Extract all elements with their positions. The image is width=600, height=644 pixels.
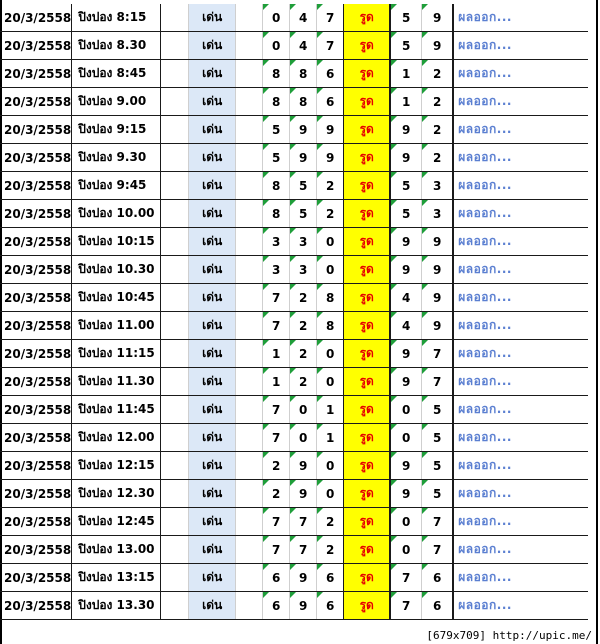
empty-cell[interactable] (236, 32, 263, 60)
digit-cell[interactable]: 7 (263, 396, 290, 424)
date-cell[interactable]: 20/3/2558 (0, 32, 72, 60)
tail-digit-cell[interactable]: 5 (422, 424, 454, 452)
time-cell[interactable]: ปิงปอง 13.30 (72, 592, 161, 620)
play-cell[interactable]: เด่น (189, 144, 236, 172)
hole-cell[interactable]: รูด (344, 480, 391, 508)
play-cell[interactable]: เด่น (189, 312, 236, 340)
play-cell[interactable]: เด่น (189, 88, 236, 116)
hole-cell[interactable]: รูด (344, 396, 391, 424)
empty-cell[interactable] (236, 564, 263, 592)
play-cell[interactable]: เด่น (189, 116, 236, 144)
result-cell[interactable]: ผลออก... (453, 200, 588, 228)
hole-cell[interactable]: รูด (344, 60, 391, 88)
tail-digit-cell[interactable]: 7 (422, 536, 454, 564)
digit-cell[interactable]: 6 (317, 88, 344, 116)
empty-cell[interactable] (236, 200, 263, 228)
tail-digit-cell[interactable]: 7 (390, 564, 422, 592)
empty-cell[interactable] (236, 4, 263, 32)
table-row (0, 200, 588, 228)
table-row (0, 4, 588, 32)
table-row (0, 144, 588, 172)
play-cell[interactable]: เด่น (189, 256, 236, 284)
tail-digit-cell[interactable]: 5 (422, 452, 454, 480)
digit-cell[interactable]: 3 (263, 256, 290, 284)
time-cell[interactable]: ปิงปอง 10:15 (72, 228, 161, 256)
time-cell[interactable]: ปิงปอง 9.30 (72, 144, 161, 172)
digit-cell[interactable]: 9 (290, 452, 317, 480)
digit-cell[interactable]: 1 (317, 424, 344, 452)
digit-cell[interactable]: 2 (290, 368, 317, 396)
table-row (0, 592, 588, 620)
watermark-text: [679x709] http://upic.me/ (426, 629, 592, 642)
empty-cell[interactable] (236, 452, 263, 480)
tail-digit-cell[interactable]: 7 (422, 508, 454, 536)
digit-cell[interactable]: 7 (263, 424, 290, 452)
empty-cell[interactable] (161, 4, 189, 32)
time-cell[interactable]: ปิงปอง 11:45 (72, 396, 161, 424)
empty-cell[interactable] (161, 508, 189, 536)
table-body (0, 4, 588, 620)
date-cell[interactable]: 20/3/2558 (0, 424, 72, 452)
date-cell[interactable]: 20/3/2558 (0, 312, 72, 340)
digit-cell[interactable]: 2 (263, 452, 290, 480)
time-cell[interactable]: ปิงปอง 8:45 (72, 60, 161, 88)
empty-cell[interactable] (236, 424, 263, 452)
play-cell[interactable]: เด่น (189, 340, 236, 368)
tail-digit-cell[interactable]: 0 (390, 396, 422, 424)
time-cell[interactable]: ปิงปอง 10.00 (72, 200, 161, 228)
play-cell[interactable]: เด่น (189, 396, 236, 424)
digit-cell[interactable]: 2 (317, 508, 344, 536)
digit-cell[interactable]: 6 (263, 564, 290, 592)
date-cell[interactable]: 20/3/2558 (0, 200, 72, 228)
result-cell[interactable]: ผลออก... (453, 144, 588, 172)
digit-cell[interactable]: 9 (290, 116, 317, 144)
digit-cell[interactable]: 6 (263, 592, 290, 620)
date-cell[interactable]: 20/3/2558 (0, 256, 72, 284)
hole-cell[interactable]: รูด (344, 228, 391, 256)
tail-digit-cell[interactable]: 9 (422, 228, 454, 256)
tail-digit-cell[interactable]: 5 (390, 32, 422, 60)
table-row (0, 368, 588, 396)
hole-cell[interactable]: รูด (344, 88, 391, 116)
time-cell[interactable]: ปิงปอง 9:15 (72, 116, 161, 144)
digit-cell[interactable]: 8 (317, 284, 344, 312)
empty-cell[interactable] (236, 312, 263, 340)
tail-digit-cell[interactable]: 0 (390, 536, 422, 564)
tail-digit-cell[interactable]: 5 (390, 200, 422, 228)
digit-cell[interactable]: 0 (317, 228, 344, 256)
empty-cell[interactable] (161, 88, 189, 116)
time-cell[interactable]: ปิงปอง 10:45 (72, 284, 161, 312)
date-cell[interactable]: 20/3/2558 (0, 536, 72, 564)
digit-cell[interactable]: 9 (290, 564, 317, 592)
digit-cell[interactable]: 7 (290, 508, 317, 536)
result-cell[interactable]: ผลออก... (453, 396, 588, 424)
empty-cell[interactable] (236, 144, 263, 172)
digit-cell[interactable]: 7 (317, 4, 344, 32)
digit-cell[interactable]: 0 (290, 396, 317, 424)
hole-cell[interactable]: รูด (344, 340, 391, 368)
play-cell[interactable]: เด่น (189, 424, 236, 452)
digit-cell[interactable]: 1 (263, 340, 290, 368)
digit-cell[interactable]: 1 (317, 396, 344, 424)
tail-digit-cell[interactable]: 1 (390, 88, 422, 116)
digit-cell[interactable]: 3 (290, 228, 317, 256)
hole-cell[interactable]: รูด (344, 256, 391, 284)
time-cell[interactable]: ปิงปอง 12.30 (72, 480, 161, 508)
tail-digit-cell[interactable]: 9 (390, 452, 422, 480)
tail-digit-cell[interactable]: 3 (422, 200, 454, 228)
empty-cell[interactable] (236, 508, 263, 536)
date-cell[interactable]: 20/3/2558 (0, 116, 72, 144)
digit-cell[interactable]: 0 (317, 340, 344, 368)
digit-cell[interactable]: 7 (263, 508, 290, 536)
table-row (0, 396, 588, 424)
play-cell[interactable]: เด่น (189, 172, 236, 200)
empty-cell[interactable] (236, 116, 263, 144)
digit-cell[interactable]: 5 (263, 144, 290, 172)
hole-cell[interactable]: รูด (344, 116, 391, 144)
table-row (0, 256, 588, 284)
result-cell[interactable]: ผลออก... (453, 424, 588, 452)
result-cell[interactable]: ผลออก... (453, 172, 588, 200)
result-cell[interactable]: ผลออก... (453, 4, 588, 32)
table-row (0, 508, 588, 536)
hole-cell[interactable]: รูด (344, 536, 391, 564)
empty-cell[interactable] (236, 396, 263, 424)
empty-cell[interactable] (236, 256, 263, 284)
digit-cell[interactable]: 2 (290, 340, 317, 368)
tail-digit-cell[interactable]: 0 (390, 508, 422, 536)
tail-digit-cell[interactable]: 2 (422, 144, 454, 172)
empty-cell[interactable] (161, 200, 189, 228)
digit-cell[interactable]: 7 (263, 312, 290, 340)
tail-digit-cell[interactable]: 5 (390, 4, 422, 32)
tail-digit-cell[interactable]: 2 (422, 88, 454, 116)
table-row (0, 480, 588, 508)
tail-digit-cell[interactable]: 7 (422, 368, 454, 396)
date-cell[interactable]: 20/3/2558 (0, 452, 72, 480)
date-cell[interactable]: 20/3/2558 (0, 172, 72, 200)
date-cell[interactable]: 20/3/2558 (0, 228, 72, 256)
empty-cell[interactable] (161, 592, 189, 620)
empty-cell[interactable] (161, 396, 189, 424)
tail-digit-cell[interactable]: 6 (422, 592, 454, 620)
result-cell[interactable]: ผลออก... (453, 368, 588, 396)
empty-cell[interactable] (236, 592, 263, 620)
tail-digit-cell[interactable]: 9 (390, 144, 422, 172)
empty-cell[interactable] (236, 284, 263, 312)
play-cell[interactable]: เด่น (189, 480, 236, 508)
hole-cell[interactable]: รูด (344, 592, 391, 620)
time-cell[interactable]: ปิงปอง 12:45 (72, 508, 161, 536)
tail-digit-cell[interactable]: 3 (422, 172, 454, 200)
tail-digit-cell[interactable]: 5 (422, 396, 454, 424)
empty-cell[interactable] (161, 312, 189, 340)
tail-digit-cell[interactable]: 4 (390, 312, 422, 340)
date-cell[interactable]: 20/3/2558 (0, 368, 72, 396)
result-cell[interactable]: ผลออก... (453, 228, 588, 256)
hole-cell[interactable]: รูด (344, 172, 391, 200)
time-cell[interactable]: ปิงปอง 10.30 (72, 256, 161, 284)
empty-cell[interactable] (236, 368, 263, 396)
empty-cell[interactable] (236, 88, 263, 116)
empty-cell[interactable] (161, 452, 189, 480)
date-cell[interactable]: 20/3/2558 (0, 480, 72, 508)
digit-cell[interactable]: 5 (263, 116, 290, 144)
empty-cell[interactable] (236, 340, 263, 368)
empty-cell[interactable] (161, 144, 189, 172)
time-cell[interactable]: ปิงปอง 12:15 (72, 452, 161, 480)
table-row (0, 32, 588, 60)
hole-cell[interactable]: รูด (344, 312, 391, 340)
digit-cell[interactable]: 7 (263, 284, 290, 312)
tail-digit-cell[interactable]: 7 (390, 592, 422, 620)
play-cell[interactable]: เด่น (189, 536, 236, 564)
empty-cell[interactable] (161, 256, 189, 284)
date-cell[interactable]: 20/3/2558 (0, 340, 72, 368)
empty-cell[interactable] (236, 536, 263, 564)
tail-digit-cell[interactable]: 5 (422, 480, 454, 508)
tail-digit-cell[interactable]: 7 (422, 340, 454, 368)
tail-digit-cell[interactable]: 9 (422, 284, 454, 312)
play-cell[interactable]: เด่น (189, 4, 236, 32)
hole-cell[interactable]: รูด (344, 284, 391, 312)
digit-cell[interactable]: 0 (317, 256, 344, 284)
result-cell[interactable]: ผลออก... (453, 312, 588, 340)
result-cell[interactable]: ผลออก... (453, 564, 588, 592)
tail-digit-cell[interactable]: 5 (390, 172, 422, 200)
empty-cell[interactable] (236, 172, 263, 200)
digit-cell[interactable]: 0 (317, 480, 344, 508)
tail-digit-cell[interactable]: 6 (422, 564, 454, 592)
digit-cell[interactable]: 6 (317, 60, 344, 88)
hole-cell[interactable]: รูด (344, 564, 391, 592)
digit-cell[interactable]: 0 (263, 4, 290, 32)
time-cell[interactable]: ปิงปอง 8:15 (72, 4, 161, 32)
digit-cell[interactable]: 7 (263, 536, 290, 564)
digit-cell[interactable]: 0 (290, 424, 317, 452)
digit-cell[interactable]: 1 (263, 368, 290, 396)
date-cell[interactable]: 20/3/2558 (0, 396, 72, 424)
tail-digit-cell[interactable]: 9 (390, 116, 422, 144)
result-cell[interactable]: ผลออก... (453, 536, 588, 564)
digit-cell[interactable]: 8 (290, 60, 317, 88)
digit-cell[interactable]: 0 (317, 452, 344, 480)
result-cell[interactable]: ผลออก... (453, 256, 588, 284)
table-row (0, 340, 588, 368)
play-cell[interactable]: เด่น (189, 368, 236, 396)
empty-cell[interactable] (236, 60, 263, 88)
result-cell[interactable]: ผลออก... (453, 116, 588, 144)
table-row (0, 452, 588, 480)
empty-cell[interactable] (161, 564, 189, 592)
play-cell[interactable]: เด่น (189, 452, 236, 480)
digit-cell[interactable]: 3 (263, 228, 290, 256)
result-cell[interactable]: ผลออก... (453, 284, 588, 312)
digit-cell[interactable]: 2 (317, 200, 344, 228)
tail-digit-cell[interactable]: 9 (422, 32, 454, 60)
tail-digit-cell[interactable]: 9 (390, 340, 422, 368)
empty-cell[interactable] (161, 116, 189, 144)
tail-digit-cell[interactable]: 9 (390, 256, 422, 284)
result-cell[interactable]: ผลออก... (453, 88, 588, 116)
time-cell[interactable]: ปิงปอง 13:15 (72, 564, 161, 592)
time-cell[interactable]: ปิงปอง 13.00 (72, 536, 161, 564)
empty-cell[interactable] (161, 60, 189, 88)
tail-digit-cell[interactable]: 4 (390, 284, 422, 312)
hole-cell[interactable]: รูด (344, 144, 391, 172)
table-row (0, 228, 588, 256)
play-cell[interactable]: เด่น (189, 228, 236, 256)
empty-cell[interactable] (161, 368, 189, 396)
digit-cell[interactable]: 2 (290, 312, 317, 340)
digit-cell[interactable]: 9 (317, 144, 344, 172)
empty-cell[interactable] (161, 284, 189, 312)
table-row (0, 172, 588, 200)
empty-cell[interactable] (161, 340, 189, 368)
empty-cell[interactable] (236, 480, 263, 508)
digit-cell[interactable]: 0 (263, 32, 290, 60)
time-cell[interactable]: ปิงปอง 11.00 (72, 312, 161, 340)
digit-cell[interactable]: 6 (317, 592, 344, 620)
tail-digit-cell[interactable]: 1 (390, 60, 422, 88)
table-row (0, 564, 588, 592)
digit-cell[interactable]: 8 (317, 312, 344, 340)
digit-cell[interactable]: 9 (317, 116, 344, 144)
empty-cell[interactable] (161, 228, 189, 256)
tail-digit-cell[interactable]: 9 (390, 480, 422, 508)
hole-cell[interactable]: รูด (344, 508, 391, 536)
table-row (0, 284, 588, 312)
table-row (0, 88, 588, 116)
time-cell[interactable]: ปิงปอง 9:45 (72, 172, 161, 200)
empty-cell[interactable] (161, 172, 189, 200)
hole-cell[interactable]: รูด (344, 4, 391, 32)
right-border (596, 0, 598, 644)
date-cell[interactable]: 20/3/2558 (0, 592, 72, 620)
table-row (0, 60, 588, 88)
digit-cell[interactable]: 2 (263, 480, 290, 508)
date-cell[interactable]: 20/3/2558 (0, 60, 72, 88)
date-cell[interactable]: 20/3/2558 (0, 88, 72, 116)
digit-cell[interactable]: 0 (317, 368, 344, 396)
digit-cell[interactable]: 2 (317, 536, 344, 564)
digit-cell[interactable]: 8 (263, 172, 290, 200)
digit-cell[interactable]: 8 (290, 88, 317, 116)
tail-digit-cell[interactable]: 0 (390, 424, 422, 452)
digit-cell[interactable]: 5 (290, 200, 317, 228)
digit-cell[interactable]: 9 (290, 480, 317, 508)
tail-digit-cell[interactable]: 9 (390, 368, 422, 396)
digit-cell[interactable]: 4 (290, 32, 317, 60)
result-cell[interactable]: ผลออก... (453, 32, 588, 60)
digit-cell[interactable]: 9 (290, 592, 317, 620)
time-cell[interactable]: ปิงปอง 12.00 (72, 424, 161, 452)
table-row (0, 116, 588, 144)
time-cell[interactable]: ปิงปอง 8.30 (72, 32, 161, 60)
hole-cell[interactable]: รูด (344, 368, 391, 396)
play-cell[interactable]: เด่น (189, 284, 236, 312)
result-cell[interactable]: ผลออก... (453, 480, 588, 508)
result-cell[interactable]: ผลออก... (453, 592, 588, 620)
result-cell[interactable]: ผลออก... (453, 340, 588, 368)
date-cell[interactable]: 20/3/2558 (0, 564, 72, 592)
table-row (0, 312, 588, 340)
digit-cell[interactable]: 8 (263, 200, 290, 228)
empty-cell[interactable] (161, 536, 189, 564)
tail-digit-cell[interactable]: 9 (422, 256, 454, 284)
digit-cell[interactable]: 5 (290, 172, 317, 200)
play-cell[interactable]: เด่น (189, 32, 236, 60)
digit-cell[interactable]: 7 (290, 536, 317, 564)
digit-cell[interactable]: 2 (290, 284, 317, 312)
empty-cell[interactable] (161, 424, 189, 452)
digit-cell[interactable]: 3 (290, 256, 317, 284)
time-cell[interactable]: ปิงปอง 11.30 (72, 368, 161, 396)
empty-cell[interactable] (161, 480, 189, 508)
tail-digit-cell[interactable]: 2 (422, 60, 454, 88)
table-row (0, 424, 588, 452)
play-cell[interactable]: เด่น (189, 564, 236, 592)
result-cell[interactable]: ผลออก... (453, 508, 588, 536)
hole-cell[interactable]: รูด (344, 424, 391, 452)
date-cell[interactable]: 20/3/2558 (0, 284, 72, 312)
empty-cell[interactable] (236, 228, 263, 256)
tail-digit-cell[interactable]: 9 (422, 4, 454, 32)
play-cell[interactable]: เด่น (189, 60, 236, 88)
digit-cell[interactable]: 9 (290, 144, 317, 172)
digit-cell[interactable]: 7 (317, 32, 344, 60)
time-cell[interactable]: ปิงปอง 9.00 (72, 88, 161, 116)
digit-cell[interactable]: 2 (317, 172, 344, 200)
result-cell[interactable]: ผลออก... (453, 60, 588, 88)
date-cell[interactable]: 20/3/2558 (0, 144, 72, 172)
play-cell[interactable]: เด่น (189, 508, 236, 536)
date-cell[interactable]: 20/3/2558 (0, 4, 72, 32)
tail-digit-cell[interactable]: 2 (422, 116, 454, 144)
hole-cell[interactable]: รูด (344, 32, 391, 60)
lottery-table (0, 4, 588, 620)
result-cell[interactable]: ผลออก... (453, 452, 588, 480)
digit-cell[interactable]: 8 (263, 88, 290, 116)
table-row (0, 536, 588, 564)
digit-cell[interactable]: 8 (263, 60, 290, 88)
hole-cell[interactable]: รูด (344, 452, 391, 480)
digit-cell[interactable]: 6 (317, 564, 344, 592)
hole-cell[interactable]: รูด (344, 200, 391, 228)
play-cell[interactable]: เด่น (189, 592, 236, 620)
tail-digit-cell[interactable]: 9 (390, 228, 422, 256)
play-cell[interactable]: เด่น (189, 200, 236, 228)
date-cell[interactable]: 20/3/2558 (0, 508, 72, 536)
digit-cell[interactable]: 4 (290, 4, 317, 32)
tail-digit-cell[interactable]: 9 (422, 312, 454, 340)
time-cell[interactable]: ปิงปอง 11:15 (72, 340, 161, 368)
empty-cell[interactable] (161, 32, 189, 60)
